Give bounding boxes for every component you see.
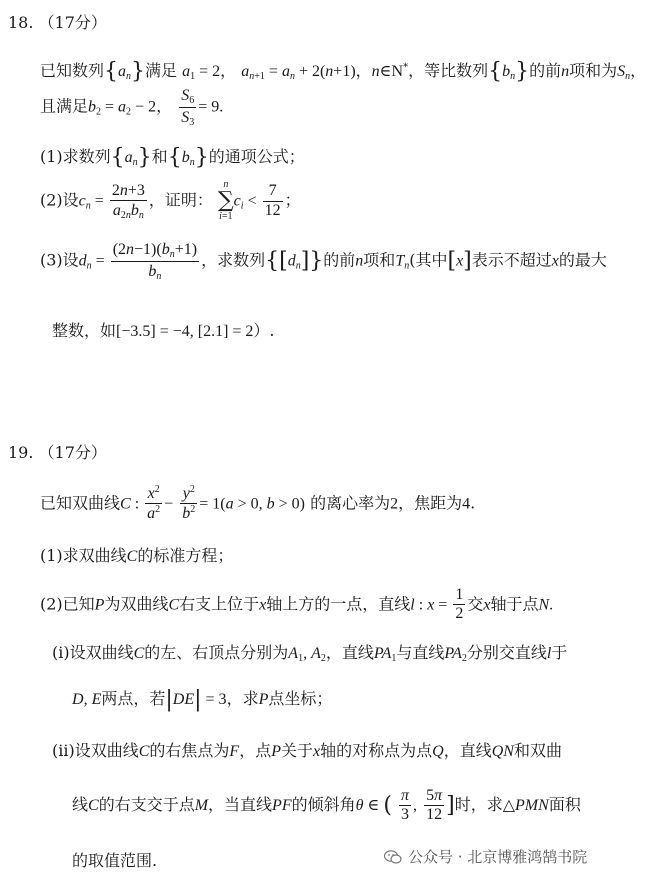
q19-intro: 已知双曲线C : $\frac{x^2}{a^2}$ − $\frac{y^2}{b^2}$ = 1(a > 0, b > 0) 的离心率为2，焦距为4.: [40, 484, 476, 523]
q18-header: 18. （17分）: [8, 13, 107, 32]
watermark: [384, 846, 587, 867]
q18-part1: (1)求数列$\{a_n\}$和$\{b_n\}$的通项公式；: [40, 145, 305, 170]
q19-sub2-line3: 的取值范围.: [72, 851, 158, 870]
q19-sub2: (ii)设双曲线C的右焦点为F，点P关于x轴的对称点为点Q，直线QN和双曲: [52, 741, 562, 760]
q19-part2: (2)已知P为双曲线C右支上位于x轴上方的一点，直线l : x = $\frac{1}{2}$ 交x轴于点N.: [40, 586, 554, 623]
q18-condition: 且满足$b_2 = a_2 - 2$， $\frac{S_6}{S_3}$ = 9.: [40, 87, 224, 128]
q18-intro: 已知数列$\{a_n\}$满足 $a_1 = 2$， $a_{n+1} = a_n + 2(n+1)$，n∈N*，等比数列$\{b_n\}$的前n项和为$S_n$，: [40, 59, 647, 84]
q19-header: 19. （17分）: [8, 443, 107, 462]
q18-part2: (2)设$c_n$ = $\frac{2n+3}{a_{2n}b_n}$ ，证明： n ∑ $i=1c_i$ < $\frac{7}{12}$ ；: [40, 179, 301, 222]
q18-part3: (3)设$d_n$ = $\frac{(2n-1)(b_n+1)}{b_n}$ ，求数列$\{[d_n]\}$的前n项和$T_n$(其中[x]表示不超过x的最大: [40, 241, 607, 282]
q19-sub2-line2: 线C的右支交于点M，当直线PF的倾斜角θ ∈ ( $\frac{\pi}{3}$ , $\frac{5\pi}{12}$ ]时，求△PMN面积: [72, 786, 581, 824]
watermark-text: 公众号 · 北京博雅鸿鹄书院: [408, 848, 588, 866]
q19-sub1-line2: D, E两点，若|DE| = 3，求P点坐标；: [72, 687, 333, 712]
q19-part1: (1)求双曲线C的标准方程；: [40, 546, 234, 565]
q19-sub1: (i)设双曲线C的左、右顶点分别为$A_1$, $A_2$，直线$PA_1$与直线$PA_2$分别交直线l于: [52, 643, 568, 664]
q18-part3-line2: 整数，如[−3.5] = −4, [2.1] = 2）.: [52, 321, 275, 340]
wechat-icon: [384, 850, 402, 864]
